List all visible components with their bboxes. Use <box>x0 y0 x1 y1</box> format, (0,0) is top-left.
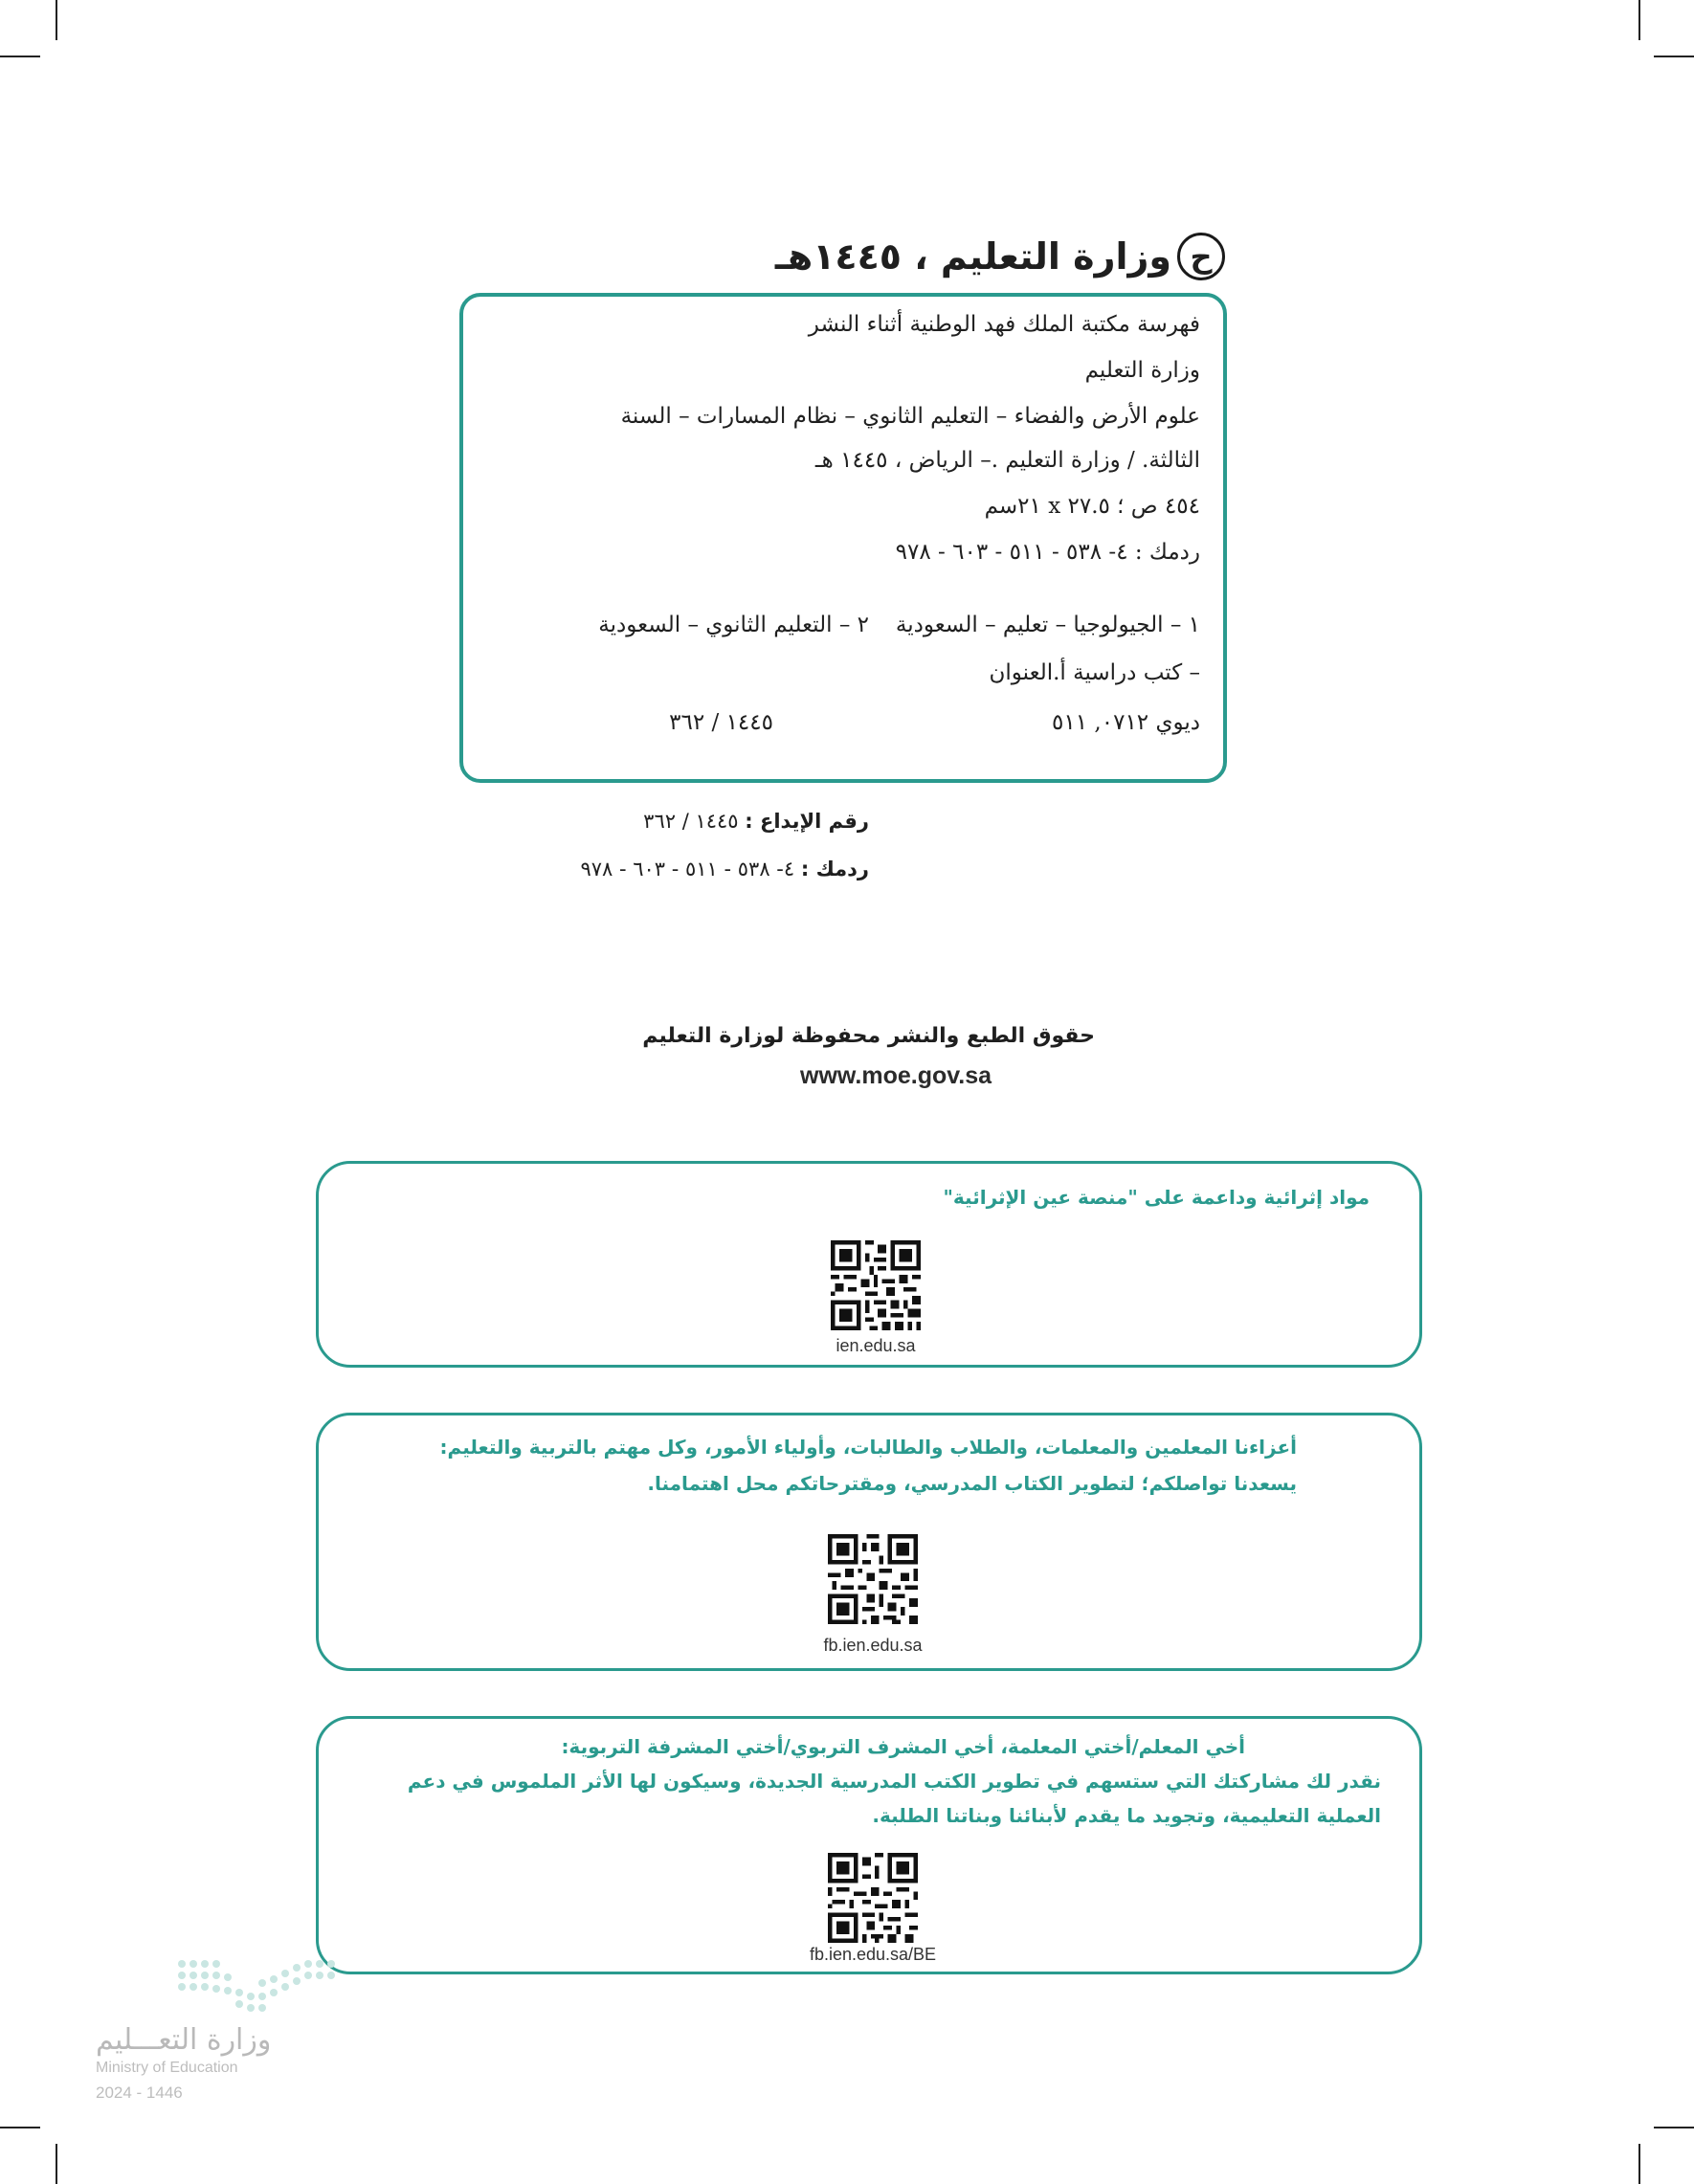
catalog-line: علوم الأرض والفضاء – التعليم الثانوي – نظام المسارات – السنة <box>620 404 1200 429</box>
catalog-line: ردمك : ٤- ٥٣٨ - ٥١١ - ٦٠٣ - ٩٧٨ <box>895 540 1200 565</box>
crop-mark <box>1638 0 1640 40</box>
catalog-line: وزارة التعليم <box>1084 358 1200 383</box>
ministry-logo-year: 2024 - 1446 <box>96 2084 183 2102</box>
copyright-symbol: ح <box>1177 233 1225 280</box>
box-line: مواد إثرائية وداعمة على "منصة عين الإثرائية" <box>943 1186 1370 1209</box>
website-link[interactable]: www.moe.gov.sa <box>800 1062 992 1089</box>
ministry-logo-icon <box>176 1954 339 2016</box>
deposit-number-value: ١٤٤٥ / ٣٦٢ <box>643 810 739 833</box>
catalog-box <box>459 293 1227 783</box>
crop-mark <box>56 2144 57 2184</box>
qr-caption: fb.ien.edu.sa/BE <box>809 1945 937 1964</box>
box-line: يسعدنا تواصلكم؛ لتطوير الكتاب المدرسي، ومقترحاتكم محل اهتمامنا. <box>647 1472 1297 1495</box>
crop-mark <box>1638 2144 1640 2184</box>
rights-statement: حقوق الطبع والنشر محفوظة لوزارة التعليم <box>642 1024 1095 1048</box>
box-line: أعزاءنا المعلمين والمعلمات، والطلاب والطالبات، وأولياء الأمور، وكل مهتم بالتربية والتعليم: <box>439 1436 1297 1459</box>
copyright-title: وزارة التعليم ، ١٤٤٥هـ <box>774 235 1171 278</box>
box-line: العملية التعليمية، وتجويد ما يقدم لأبنائنا وبناتنا الطلبة. <box>872 1804 1381 1827</box>
enrichment-box <box>316 1161 1422 1368</box>
supervisor-box <box>316 1716 1422 1974</box>
catalog-line: فهرسة مكتبة الملك فهد الوطنية أثناء النشر <box>808 312 1200 337</box>
qr-caption: fb.ien.edu.sa <box>823 1636 923 1655</box>
qr-code[interactable] <box>828 1534 918 1624</box>
catalog-dewey: ديوي ٠٧١٢, ٥١١ <box>1052 710 1200 735</box>
deposit-number <box>643 810 869 833</box>
catalog-line: الثالثة. / وزارة التعليم .– الرياض ، ١٤٤٥ هـ <box>814 448 1200 473</box>
crop-mark <box>1654 2127 1694 2128</box>
ministry-logo-arabic: وزارة التعـــليم <box>96 2023 272 2057</box>
crop-mark <box>56 0 57 40</box>
ministry-logo-english: Ministry of Education <box>96 2060 238 2076</box>
crop-mark <box>0 56 40 57</box>
catalog-subject-3: – كتب دراسية أ.العنوان <box>989 660 1200 685</box>
crop-mark <box>0 2127 40 2128</box>
copyright-heading <box>775 228 1225 285</box>
qr-caption: ien.edu.sa <box>836 1336 916 1355</box>
qr-code[interactable] <box>828 1853 918 1943</box>
catalog-line: ٤٥٤ ص ؛ ٢٧.٥ x ٢١سم <box>984 494 1200 519</box>
catalog-subject-1: ١ – الجيولوجيا – تعليم – السعودية <box>895 613 1200 637</box>
deposit-number-label: رقم الإيداع : <box>745 810 869 833</box>
crop-mark <box>1654 56 1694 57</box>
box-line: نقدر لك مشاركتك التي ستسهم في تطوير الكتب المدرسية الجديدة، وسيكون لها الأثر الملموس في دعم <box>407 1770 1381 1793</box>
isbn <box>580 858 869 880</box>
qr-code[interactable] <box>831 1240 921 1330</box>
box-line: أخي المعلم/أختي المعلمة، أخي المشرف التربوي/أختي المشرفة التربوية: <box>561 1735 1245 1758</box>
catalog-deposit: ١٤٤٥ / ٣٦٢ <box>669 710 773 735</box>
feedback-box <box>316 1413 1422 1671</box>
isbn-label: ردمك : <box>800 858 869 880</box>
isbn-value: ٤- ٥٣٨ - ٥١١ - ٦٠٣ - ٩٧٨ <box>580 858 795 880</box>
catalog-subject-2: ٢ – التعليم الثانوي – السعودية <box>598 613 869 637</box>
